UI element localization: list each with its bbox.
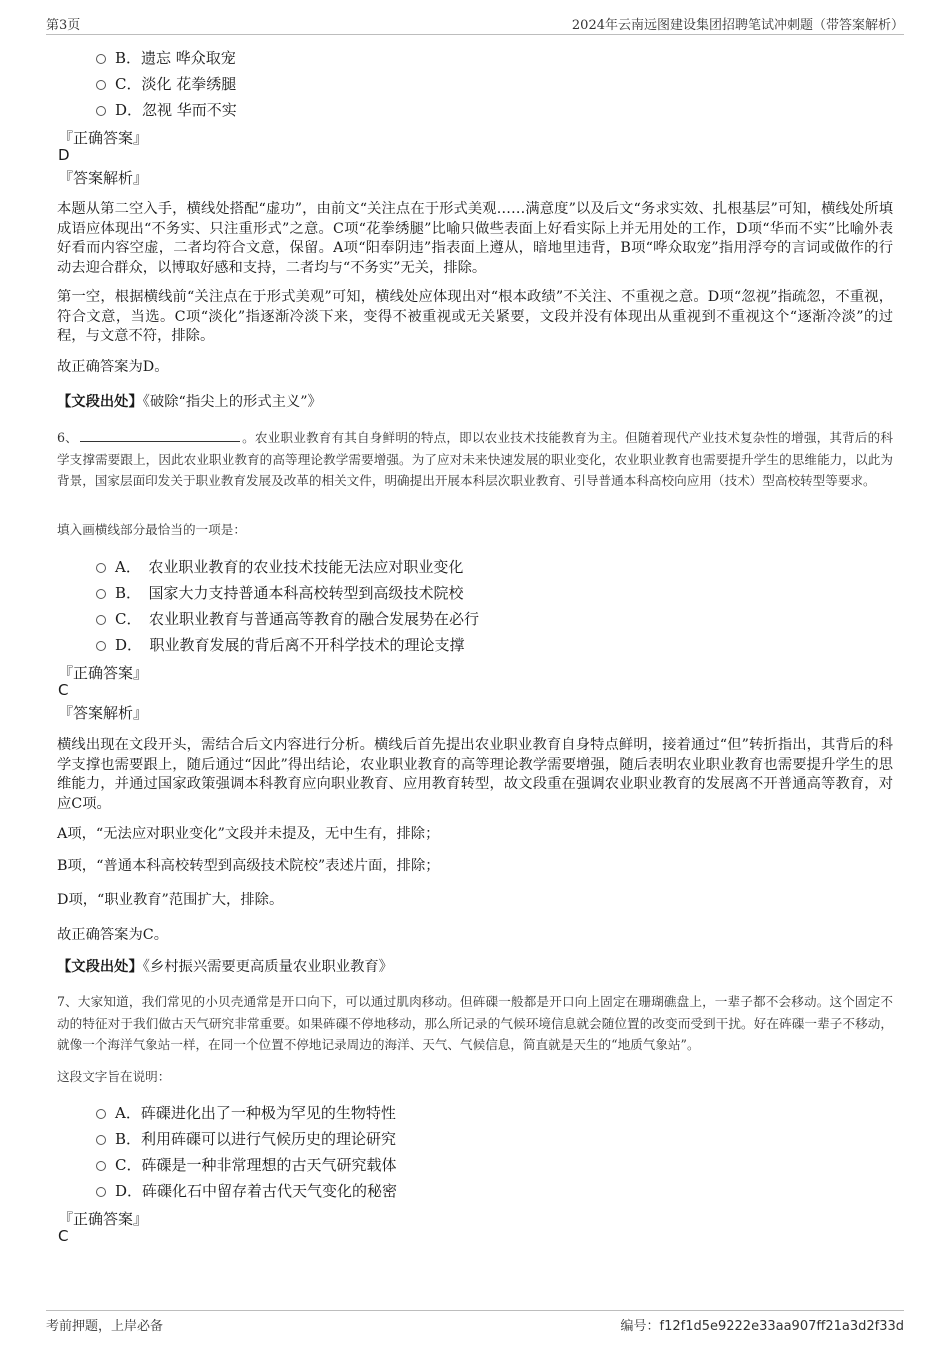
fill-blank (80, 429, 240, 442)
q5-analysis-para-3: 故正确答案为D。 (57, 359, 169, 375)
q5-answer-label: 『正确答案』 (58, 129, 149, 147)
q6-analysis-para-4: D项，“职业教育”范围扩大，排除。 (57, 892, 284, 908)
q6-analysis-para-3: B项，“普通本科高校转型到高级技术院校”表述片面，排除； (57, 858, 440, 874)
document-title: 2024年云南远图建设集团招聘笔试冲刺题（带答案解析） (571, 18, 904, 33)
radio-icon[interactable] (96, 1161, 106, 1171)
q7-prompt: 这段文字旨在说明： (57, 1069, 171, 1084)
q6-options (96, 553, 479, 657)
radio-icon[interactable] (96, 80, 106, 90)
q7-stem: 7、大家知道，我们常见的小贝壳通常是开口向下，可以通过肌肉移动。但砗磲一般都是开口向上固定在珊瑚礁盘上，一辈子都不会移动。这个固定不动的特征对于我们做古天气研究非常重要。如果砗磲不停地移动，那么所记录的气候环境信息就会随位置的改变而受到干扰。好在砗磲一辈子不移动，就像一个海洋气象站一样，在同一个位置不停地记录周边的海洋、天气、气候信息，简直就是天生的“地质气象站”。 (57, 994, 893, 1052)
q6-option-b[interactable]: B． 国家大力支持普通本科高校转型到高级技术院校 (96, 579, 479, 605)
q5-analysis-para-1: 本题从第二空入手，横线处搭配“虚功”，由前文“关注点在于形式美观……满意度”以及后文“务求实效、扎根基层”可知，横线处所填成语应体现出“不务实、只注重形式”之意。C项“花拳绣腿”比喻只做些表面上好看实际上并无用处的工作，D项“华而不实”比喻外表好看而内容空虚，二者均符合文意，保留。A项“阳奉阴违”指表面上遵从，暗地里违背，B项“哗众取宠”指用浮夸的言词或做作的行动去迎合群众，以博取好感和支持，二者均与“不务实”无关，排除。 (57, 201, 893, 276)
q5-options (96, 44, 237, 122)
q6-option-d[interactable]: D． 职业教育发展的背后离不开科学技术的理论支撑 (96, 631, 479, 657)
q5-option-b[interactable]: B．遗忘 哗众取宠 (96, 44, 237, 70)
q5-analysis-para-2: 第一空，根据横线前“关注点在于形式美观”可知，横线处应体现出对“根本政绩”不关注、不重视之意。D项“忽视”指疏忽，不重视，符合文意，当选。C项“淡化”指逐渐冷淡下来，变得不被重视或无关紧要，文段并没有体现出从重视到不重视这个“逐渐冷淡”的过程，与文意不符，排除。 (57, 289, 893, 344)
radio-icon[interactable] (96, 1187, 106, 1197)
footer-slogan: 考前押题，上岸必备 (46, 1319, 164, 1334)
q6-option-a[interactable]: A． 农业职业教育的农业技术技能无法应对职业变化 (96, 553, 479, 579)
q5-option-d[interactable]: D．忽视 华而不实 (96, 96, 237, 122)
q6-answer-label: 『正确答案』 (58, 664, 149, 682)
q7-option-a[interactable]: A．砗磲进化出了一种极为罕见的生物特性 (96, 1099, 397, 1125)
q7-answer: C (58, 1227, 69, 1245)
q6-stem: 6、 。农业职业教育有其自身鲜明的特点，即以农业技术技能教育为主。但随着现代产业技术复杂性的增强，其背后的科学支撑需要跟上，因此农业职业教育的高等理论教学需要增强。为了应对未来快速发展的职业变化，农业职业教育也需要提升学生的思维能力，以此为背景，国家层面印发关于职业教育发展及改革的相关文件，明确提出开展本科层次职业教育、引导普通本科高校向应用（技术）型高校转型等要求。 (57, 430, 893, 488)
q7-option-b[interactable]: B．利用砗磲可以进行气候历史的理论研究 (96, 1125, 397, 1151)
radio-icon[interactable] (96, 1109, 106, 1119)
q7-option-c[interactable]: C．砗磲是一种非常理想的古天气研究载体 (96, 1151, 397, 1177)
radio-icon[interactable] (96, 1135, 106, 1145)
q7-answer-label: 『正确答案』 (58, 1210, 149, 1228)
q7-options (96, 1099, 397, 1203)
q5-option-c[interactable]: C．淡化 花拳绣腿 (96, 70, 237, 96)
radio-icon[interactable] (96, 54, 106, 64)
q6-analysis-para-5: 故正确答案为C。 (57, 927, 169, 943)
page-number: 第3页 (46, 18, 81, 33)
q6-option-c[interactable]: C． 农业职业教育与普通高等教育的融合发展势在必行 (96, 605, 479, 631)
radio-icon[interactable] (96, 563, 106, 573)
q6-source: 【文段出处】《乡村振兴需要更高质量农业职业教育》 (57, 959, 393, 975)
q6-analysis-label: 『答案解析』 (58, 704, 149, 722)
radio-icon[interactable] (96, 106, 106, 116)
radio-icon[interactable] (96, 589, 106, 599)
q6-analysis-para-2: A项，“无法应对职业变化”文段并未提及，无中生有，排除； (57, 826, 440, 842)
radio-icon[interactable] (96, 615, 106, 625)
q7-option-d[interactable]: D．砗磲化石中留存着古代天气变化的秘密 (96, 1177, 397, 1203)
page-header (46, 14, 904, 35)
radio-icon[interactable] (96, 641, 106, 651)
q5-source: 【文段出处】《破除“指尖上的形式主义”》 (57, 394, 322, 410)
q6-answer: C (58, 681, 69, 699)
document-id: 编号：f12f1d5e9222e33aa907ff21a3d2f33d (620, 1319, 904, 1334)
page-footer (46, 1310, 904, 1334)
q6-analysis-para-1: 横线出现在文段开头，需结合后文内容进行分析。横线后首先提出农业职业教育自身特点鲜明，接着通过“但”转折指出，其背后的科学支撑也需要跟上，随后通过“因此”得出结论，农业职业教育的高等理论教学需要增强，随后表明农业职业教育也需要提升学生的思维能力，并通过国家政策强调本科教育应向职业教育、应用教育转型，故文段重在强调农业职业教育的发展离不开普通高等教育，对应C项。 (57, 737, 893, 812)
q5-answer: D (58, 146, 70, 164)
q5-analysis-label: 『答案解析』 (58, 169, 149, 187)
q6-prompt: 填入画横线部分最恰当的一项是： (57, 522, 246, 537)
